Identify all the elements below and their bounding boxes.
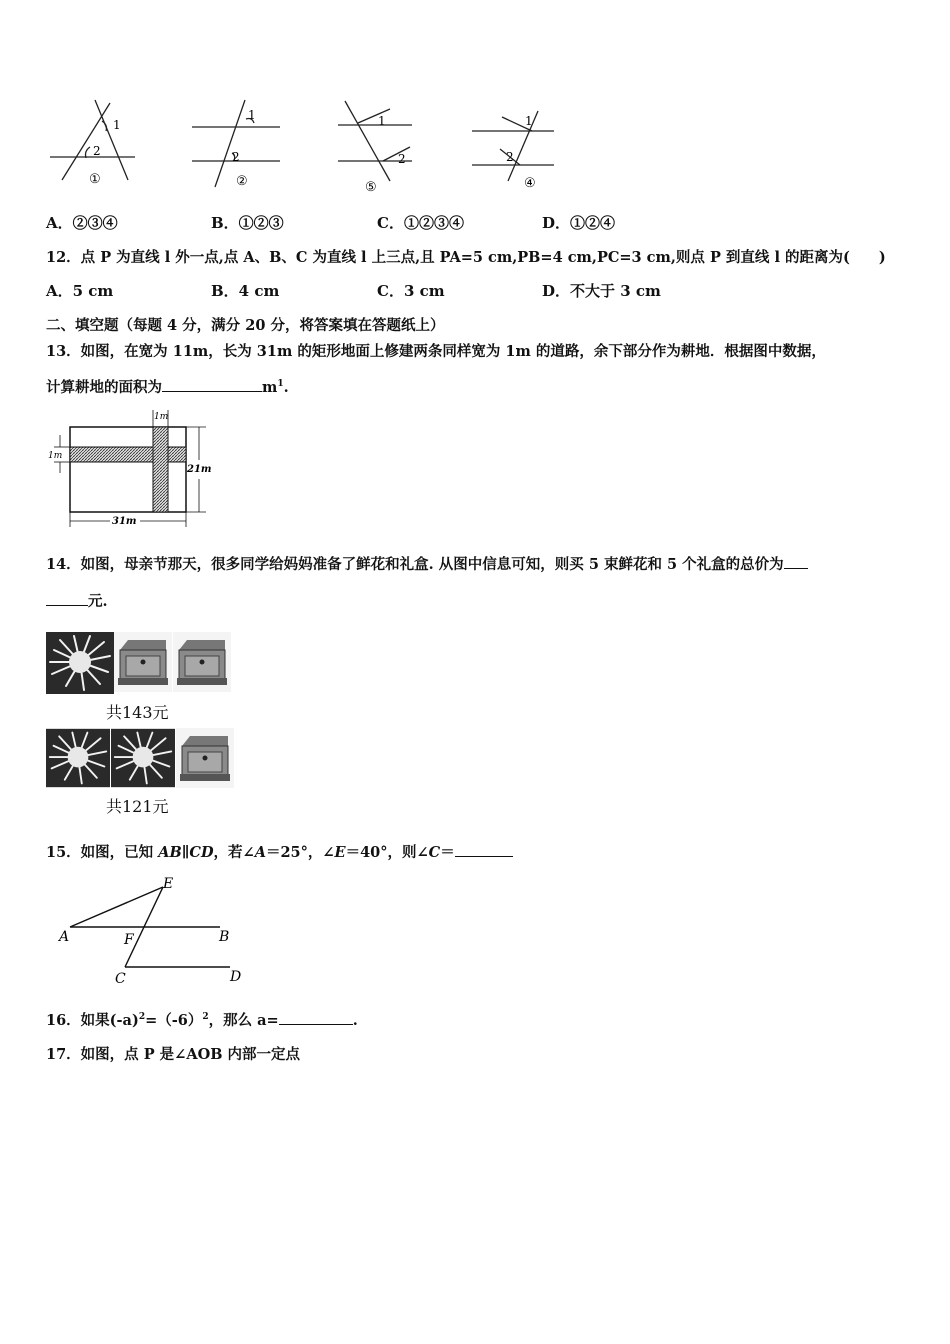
q17-stem: 17．如图，点 P 是∠AOB 内部一定点 [46,1046,301,1063]
flower-photo-1 [46,632,114,694]
point-d: D [230,969,242,985]
q13-figure [44,405,224,530]
q13-prefix: 计算耕地的面积为 [46,379,162,396]
q13-unit-sup: 1 [277,379,284,390]
q14-line2 [46,590,108,611]
point-f: F [124,932,134,948]
q15-stem [46,841,513,862]
fig3-number: ⑤ [365,180,377,195]
fig4-number: ④ [524,176,536,191]
fig1-angle1: 1 [113,118,121,132]
q15-answer-blank[interactable] [455,842,513,857]
q14-answer-blank-a[interactable] [784,554,808,569]
dim-left: 1m [48,451,63,461]
fig4-angle1: 1 [525,114,533,128]
q15-ab-cd: AB∥CD [158,844,214,861]
q15-angle-c: C [428,844,441,861]
dim-right: 21m [187,464,212,475]
q15-mid2: ＝25°，∠ [265,844,335,861]
fig3-angle1: 1 [378,114,386,128]
point-a: A [59,929,70,945]
q11-option-c: C．①②③④ [377,214,464,232]
point-e: E [163,876,174,892]
giftbox-photo-3 [176,728,234,788]
q11-option-a: A．②③④ [46,214,118,232]
q12-option-a: A．5 cm [46,282,114,300]
q12-option-b: B．4 cm [211,282,280,300]
q14-end: 元. [88,593,108,610]
q15-pre: 15．如图，已知 [46,844,159,861]
vertical-road [153,427,168,512]
q15-mid1: ，若∠ [213,844,255,861]
q16-mid: =（-6） [145,1012,203,1029]
section-2-heading: 二、填空题（每题 4 分，满分 20 分，将答案填在答题纸上） [46,317,445,334]
q15-angle-e: E [334,844,346,861]
dim-bottom: 31m [112,516,137,527]
q16-sup1: 2 [138,1012,146,1023]
q14-answer-blank-b[interactable] [46,591,88,606]
q12-option-d: D．不大于 3 cm [542,282,661,300]
fig2-number: ② [236,174,248,189]
field-rect [70,427,186,512]
flower-photo-2 [46,728,110,788]
giftbox-photo-2 [173,632,231,692]
point-b: B [219,929,230,945]
q14-stem: 14．如图，母亲节那天，很多同学给妈妈准备了鲜花和礼盒. 从图中信息可知，则买 5 束鲜花和 5 个礼盒的总价为 [46,556,784,573]
fig3-angle2: 2 [398,152,406,166]
q13-line2 [46,376,289,397]
q14-caption-1: 共143元 [106,703,169,722]
fig2-angle2: 2 [232,150,240,164]
figure-4 [472,111,554,181]
q15-mid4: ＝ [440,844,455,861]
q12-stem: 12．点 P 为直线 l 外一点,点 A、B、C 为直线 l 上三点,且 PA=5 cm,PB=4 cm,PC=3 cm,则点 P 到直线 l 的距离为( ) [46,249,886,266]
figure-3 [338,101,412,181]
fig1-number: ① [89,172,101,187]
q16-end: . [352,1012,358,1029]
dim-top: 1m [154,412,169,422]
flower-photo-3 [111,728,175,788]
q13-unit: m [262,379,278,396]
q13-answer-blank[interactable] [162,377,262,392]
q16-sup2: 2 [202,1012,209,1023]
q11-figures [40,95,570,195]
point-c: C [115,971,126,987]
fig1-angle2: 2 [93,144,101,158]
q16-answer-blank[interactable] [279,1010,353,1025]
q14-caption-2: 共121元 [106,797,169,816]
q13-end: . [283,379,289,396]
q16-pre: 16．如果(-a) [46,1012,139,1029]
fig4-angle2: 2 [506,150,514,164]
q16-post: ，那么 a= [208,1012,279,1029]
fig2-angle1: 1 [248,108,256,122]
q15-mid3: ＝40°，则∠ [345,844,429,861]
q11-option-d: D．①②④ [542,214,616,232]
figure-1 [50,100,135,180]
giftbox-photo-1 [114,632,172,692]
q11-option-b: B．①②③ [211,214,284,232]
q15-figure [55,872,255,987]
q16-stem [46,1009,358,1030]
q13-line1: 13．如图，在宽为 11m，长为 31m 的矩形地面上修建两条同样宽为 1m 的道路，余下部分作为耕地．根据图中数据， [46,343,826,360]
horizontal-road [70,447,186,462]
q14-line1 [46,553,808,574]
q15-angle-a: A [254,844,266,861]
q12-option-c: C．3 cm [377,282,445,300]
